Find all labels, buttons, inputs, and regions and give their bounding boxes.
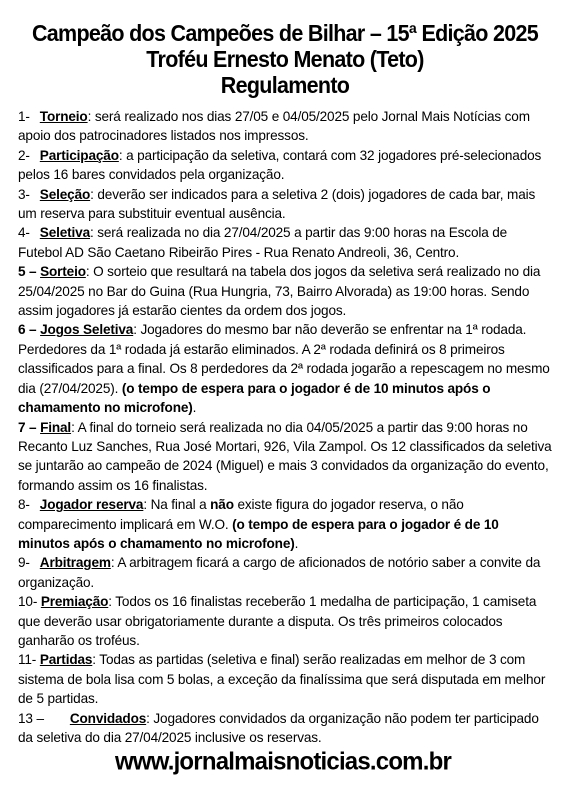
rule-selecao bbox=[18, 185, 552, 224]
regulation-heading: Regulamento bbox=[220, 73, 350, 99]
rule-number: 11- bbox=[18, 652, 37, 668]
rule-label: Seleção bbox=[39, 186, 91, 202]
rule-number: 5 – bbox=[18, 264, 41, 280]
rule-text: : A final do torneio será realizada no dia 04/05/2025 a partir das 9:00 horas no Recanto Luz Sanches, Rua José Mortari, 926, Vila Zampol. Os 12 classificados da seletiva se juntarão ao campeão de 2024 (Miguel) e mais 3 convidados da organização do evento, formando assim os 16 finalistas. bbox=[18, 419, 552, 493]
rule-premiacao bbox=[18, 592, 552, 650]
trophy-title: Troféu Ernesto Menato (Teto) bbox=[146, 47, 424, 73]
rule-number: 2- bbox=[18, 147, 30, 163]
rule-label: Final bbox=[40, 419, 72, 435]
rule-number: 9- bbox=[18, 555, 30, 571]
rule-arbitragem bbox=[18, 553, 552, 592]
rule-bold-word: não bbox=[210, 497, 234, 513]
rule-label: Jogos Seletiva bbox=[40, 322, 134, 338]
rule-jogador-reserva bbox=[18, 495, 552, 553]
rule-text: : deverão ser indicados para a seletiva 2 (dois) jogadores de cada bar, mais um reserva para substituir eventual ausência. bbox=[18, 186, 536, 222]
rule-text: : Todos os 16 finalistas receberão 1 medalha de participação, 1 camiseta que deverão usar obrigatoriamente durante a disputa. Os três primeiros colocados ganharão os troféus. bbox=[18, 594, 537, 648]
rule-label: Sorteio bbox=[40, 264, 86, 280]
rule-label: Premiação bbox=[40, 594, 109, 610]
rule-sorteio bbox=[18, 262, 552, 320]
rule-number: 10- bbox=[18, 594, 38, 610]
rules-list bbox=[18, 107, 552, 747]
rule-label: Participação bbox=[39, 147, 119, 163]
rule-text: : será realizada no dia 27/04/2025 a partir das 9:00 horas na Escola de Futebol AD São Caetano Ribeirão Pires - Rua Renato Andreoli, 36, Centro. bbox=[18, 225, 508, 260]
rule-number: 1- bbox=[18, 109, 30, 124]
rule-bold-note: (o tempo de espera para o jogador é de 10 minutos após o chamamento no microfone) bbox=[18, 380, 491, 416]
rule-participacao bbox=[18, 146, 552, 185]
rule-end: . bbox=[192, 400, 197, 416]
rule-text: : Jogadores convidados da organização não podem ter participado da seletiva do dia 27/04/2025 inclusive os reservas. bbox=[18, 710, 539, 745]
rule-text: : Todas as partidas (seletiva e final) serão realizadas em melhor de 3 com sistema de bola lisa com 5 bolas, a exceção da finalíssima que será disputada em melhor de 5 partidas. bbox=[18, 652, 546, 707]
rule-jogos-seletiva bbox=[18, 320, 552, 417]
rule-text: : Jogadores do mesmo bar não deverão se enfrentar na 1ª rodada. Perdedores da 1ª rodada já estarão eliminados. A 2ª rodada definirá os 8 primeiros classificados para a final. Os 8 perdedores da 2ª rodada jogarão a repescagem no mesmo dia (27/04/2025). bbox=[18, 322, 550, 396]
rule-number: 13 – bbox=[18, 710, 44, 726]
rule-label: Seletiva bbox=[39, 225, 90, 241]
rule-torneio bbox=[18, 107, 552, 146]
rule-seletiva bbox=[18, 223, 552, 262]
rule-text: : Na final a bbox=[143, 497, 211, 513]
document-header bbox=[18, 20, 552, 98]
rule-text-cont: existe figura do jogador reserva, o não comparecimento implicará em W.O. bbox=[18, 497, 464, 532]
rule-label: Partidas bbox=[39, 652, 93, 668]
event-title: Campeão dos Campeões de Bilhar – 15ª Edição 2025 bbox=[31, 21, 539, 47]
rule-convidados bbox=[18, 709, 552, 748]
rule-label: Jogador reserva bbox=[39, 497, 144, 513]
rule-number: 4- bbox=[18, 225, 30, 241]
rule-label: Torneio bbox=[39, 109, 88, 124]
rule-label: Arbitragem bbox=[39, 555, 111, 571]
rule-end: . bbox=[294, 535, 299, 551]
rule-text: : O sorteio que resultará na tabela dos jogos da seletiva será realizado no dia 25/04/2025 no Bar do Guina (Rua Hungria, 73, Bairro Alvorada) as 19:00 horas. Sendo assim jogadores já estarão cientes da ordem dos jogos. bbox=[18, 264, 541, 319]
rule-text: : A arbitragem ficará a cargo de aficionados de notório saber a convite da organização. bbox=[18, 555, 541, 590]
rule-text: : a participação da seletiva, contará com 32 jogadores pré-selecionados pelos 16 bares convidados pela organização. bbox=[18, 147, 542, 183]
rule-number: 3- bbox=[18, 186, 30, 202]
rule-number: 6 – bbox=[18, 322, 41, 338]
rule-number: 7 – bbox=[18, 419, 41, 435]
rule-bold-note: (o tempo de espera para o jogador é de 10 minutos após o chamamento no microfone) bbox=[18, 516, 499, 551]
rule-final bbox=[18, 418, 552, 496]
rule-text: : será realizado nos dias 27/05 e 04/05/2025 pelo Jornal Mais Notícias com apoio dos patrocinadores listados nos impressos. bbox=[18, 109, 530, 144]
rule-number: 8- bbox=[18, 497, 30, 513]
rule-label: Convidados bbox=[69, 710, 147, 726]
website-url: www.jornalmaisnoticias.com.br bbox=[114, 747, 451, 776]
rule-partidas bbox=[18, 650, 552, 708]
